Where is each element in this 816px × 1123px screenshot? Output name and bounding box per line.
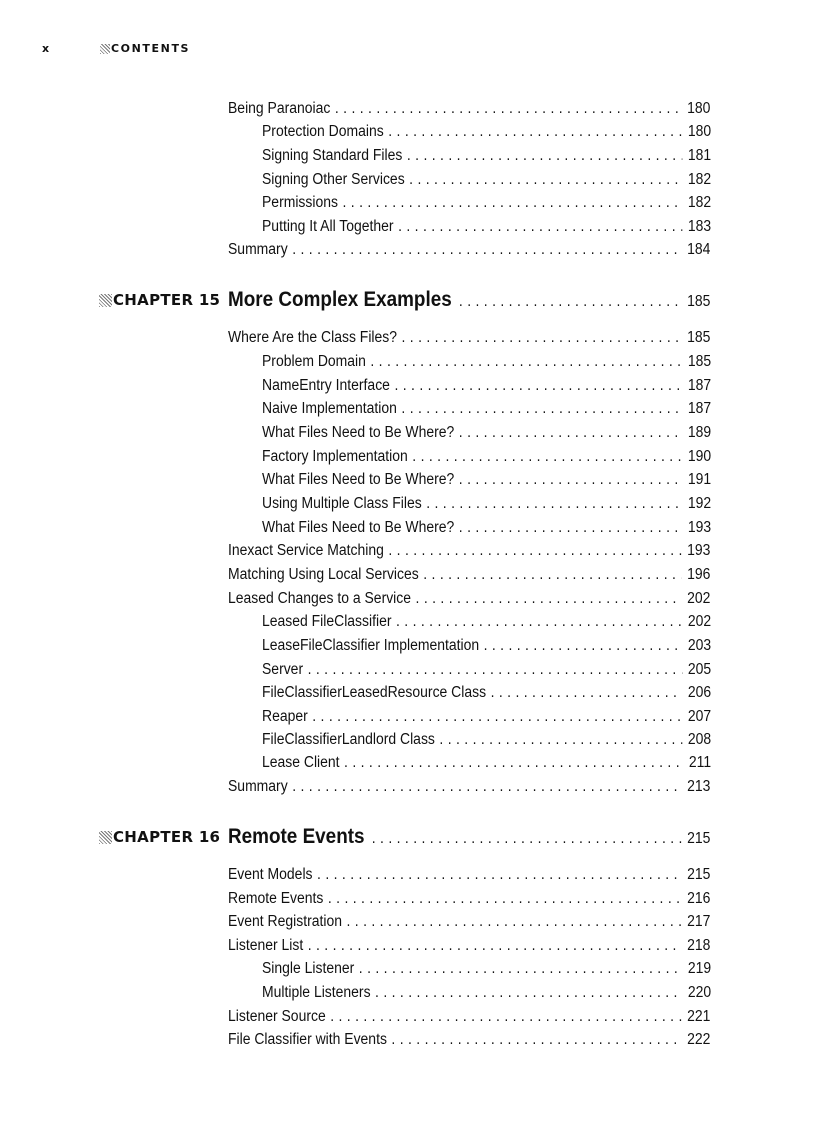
leader-dots <box>401 398 682 420</box>
toc-entry-page: 219 <box>687 960 712 977</box>
leader-dots <box>396 611 682 633</box>
leader-dots <box>372 826 682 852</box>
toc-entry[interactable] <box>262 493 711 515</box>
toc-entry-label: Event Registration <box>228 913 342 930</box>
toc-entry-page: 207 <box>687 708 712 725</box>
section-marker-icon <box>100 44 110 54</box>
toc-entry[interactable] <box>228 98 710 120</box>
leader-dots <box>398 216 682 238</box>
toc-entry[interactable] <box>228 1029 710 1051</box>
leader-dots <box>328 888 682 910</box>
toc-entry-page: 203 <box>687 637 712 654</box>
toc-entry[interactable] <box>262 706 711 728</box>
toc-entry[interactable] <box>262 216 711 238</box>
leader-dots <box>409 169 682 191</box>
leader-dots <box>388 540 681 562</box>
toc-entry-label: FileClassifierLandlord Class <box>262 731 435 748</box>
toc-entry[interactable] <box>262 729 711 751</box>
chapter-page: 185 <box>687 293 711 310</box>
leader-dots <box>459 289 682 315</box>
toc-entry-label: File Classifier with Events <box>228 1031 387 1048</box>
chapter-marker-icon <box>99 831 112 844</box>
leader-dots <box>308 935 682 957</box>
toc-entry-page: 180 <box>687 123 712 140</box>
toc-entry-label: Lease Client <box>262 754 340 771</box>
toc-entry-page: 192 <box>687 495 712 512</box>
leader-dots <box>459 469 683 491</box>
toc-entry-label: Single Listener <box>262 960 355 977</box>
toc-entry-label: Factory Implementation <box>262 448 408 465</box>
leader-dots <box>375 982 682 1004</box>
toc-entry-label: Summary <box>228 778 288 795</box>
toc-entry-page: 221 <box>687 1008 711 1025</box>
toc-entry-page: 191 <box>687 471 712 488</box>
leader-dots <box>484 635 683 657</box>
toc-entry-label: Signing Other Services <box>262 171 405 188</box>
toc-entry[interactable] <box>228 239 710 261</box>
toc-entry-page: 185 <box>687 353 712 370</box>
toc-entry[interactable] <box>228 588 710 610</box>
toc-entry[interactable] <box>228 776 710 798</box>
toc-entry-label: Naive Implementation <box>262 400 397 417</box>
toc-entry[interactable] <box>262 659 711 681</box>
leader-dots <box>292 776 682 798</box>
leader-dots <box>312 706 682 728</box>
toc-entry[interactable] <box>228 935 710 957</box>
toc-entry-page: 184 <box>687 241 711 258</box>
leader-dots <box>416 588 682 610</box>
leader-dots <box>407 145 683 167</box>
toc-entry[interactable] <box>262 398 711 420</box>
toc-entry-label: What Files Need to Be Where? <box>262 519 455 536</box>
chapter-number: CHAPTER 15 <box>113 291 221 309</box>
toc-entry-page: 218 <box>687 937 711 954</box>
toc-entry[interactable] <box>262 422 711 444</box>
toc-entry-label: Permissions <box>262 194 338 211</box>
toc-entry-page: 220 <box>687 984 712 1001</box>
toc-entry-label: Using Multiple Class Files <box>262 495 422 512</box>
leader-dots <box>459 517 683 539</box>
leader-dots <box>388 121 682 143</box>
chapter-title: More Complex Examples <box>228 288 452 311</box>
toc-entry[interactable] <box>262 169 711 191</box>
toc-entry-label: Remote Events <box>228 890 324 907</box>
leader-dots <box>370 351 682 373</box>
chapter-15-label <box>99 289 220 311</box>
toc-entry-label: Event Models <box>228 866 313 883</box>
toc-entry-page: 202 <box>687 590 711 607</box>
toc-entry-page: 217 <box>687 913 711 930</box>
leader-dots <box>491 682 683 704</box>
toc-entry[interactable] <box>262 517 711 539</box>
toc-entry-page: 183 <box>687 218 712 235</box>
toc-entry[interactable] <box>262 635 711 657</box>
toc-entry-label: LeaseFileClassifier Implementation <box>262 637 480 654</box>
toc-entry-label: Signing Standard Files <box>262 147 403 164</box>
leader-dots <box>459 422 683 444</box>
leader-dots <box>391 1029 681 1051</box>
chapter-16-label <box>99 826 220 848</box>
toc-entry-page: 208 <box>687 731 712 748</box>
leader-dots <box>330 1006 682 1028</box>
toc-entry-label: Matching Using Local Services <box>228 566 419 583</box>
leader-dots <box>308 659 683 681</box>
toc-entry-label: Multiple Listeners <box>262 984 371 1001</box>
page-number: x <box>42 42 51 55</box>
toc-entry[interactable] <box>228 911 710 933</box>
leader-dots <box>402 327 682 349</box>
leader-dots <box>439 729 682 751</box>
toc-entry[interactable] <box>228 1006 710 1028</box>
toc-entry-page: 193 <box>687 542 711 559</box>
toc-entry-label: Where Are the Class Files? <box>228 329 398 346</box>
leader-dots <box>292 239 682 261</box>
leader-dots <box>426 493 682 515</box>
toc-entry-label: Listener Source <box>228 1008 326 1025</box>
toc-entry[interactable] <box>262 351 711 373</box>
toc-entry[interactable] <box>262 446 711 468</box>
toc-entry[interactable] <box>228 540 710 562</box>
toc-entry-label: Summary <box>228 241 288 258</box>
toc-entry-page: 193 <box>687 519 712 536</box>
running-head-title: CONTENTS <box>111 42 191 55</box>
toc-entry[interactable] <box>262 145 711 167</box>
toc-entry-page: 215 <box>687 866 711 883</box>
toc-entry-label: Protection Domains <box>262 123 384 140</box>
toc-entry-page: 189 <box>687 424 712 441</box>
leader-dots <box>335 98 682 120</box>
chapter-16-heading[interactable] <box>228 824 710 850</box>
leader-dots <box>412 446 682 468</box>
chapter-marker-icon <box>99 294 112 307</box>
toc-entry-page: 190 <box>687 448 712 465</box>
running-head <box>42 42 342 58</box>
toc-entry-label: Being Paranoiac <box>228 100 331 117</box>
leader-dots <box>423 564 681 586</box>
toc-entry-label: Server <box>262 661 304 678</box>
leader-dots <box>317 864 682 886</box>
toc-entry-page: 211 <box>688 754 712 771</box>
toc-entry[interactable] <box>262 682 711 704</box>
toc-entry-label: Putting It All Together <box>262 218 394 235</box>
toc-entry[interactable] <box>262 982 711 1004</box>
toc-entry[interactable] <box>262 469 711 491</box>
toc-entry-page: 222 <box>687 1031 711 1048</box>
toc-entry[interactable] <box>262 192 711 214</box>
toc-entry-label: What Files Need to Be Where? <box>262 424 455 441</box>
toc-entry-label: Inexact Service Matching <box>228 542 384 559</box>
toc-entry-page: 180 <box>687 100 711 117</box>
leader-dots <box>342 192 682 214</box>
toc-entry[interactable] <box>262 121 711 143</box>
toc-entry-page: 216 <box>687 890 711 907</box>
toc-entry[interactable] <box>228 864 710 886</box>
toc-entry-label: FileClassifierLeasedResource Class <box>262 684 487 701</box>
toc-entry-label: NameEntry Interface <box>262 377 390 394</box>
toc-entry-page: 182 <box>687 171 712 188</box>
toc-entry-page: 213 <box>687 778 711 795</box>
toc-entry[interactable] <box>262 375 711 397</box>
toc-entry[interactable] <box>228 888 710 910</box>
toc-entry[interactable] <box>228 327 710 349</box>
leader-dots <box>344 752 683 774</box>
leader-dots <box>394 375 682 397</box>
toc-entry[interactable] <box>262 752 711 774</box>
toc-entry[interactable] <box>228 564 710 586</box>
chapter-15-heading[interactable] <box>228 287 710 313</box>
toc-entry[interactable] <box>262 958 711 980</box>
toc-entry-page: 187 <box>687 377 712 394</box>
toc-entry[interactable] <box>262 611 711 633</box>
chapter-title: Remote Events <box>228 825 365 848</box>
toc-entry-page: 206 <box>687 684 712 701</box>
chapter-number: CHAPTER 16 <box>113 828 221 846</box>
toc-entry-page: 181 <box>687 147 712 164</box>
toc-entry-label: Listener List <box>228 937 304 954</box>
toc-entry-label: Leased FileClassifier <box>262 613 392 630</box>
toc-entry-page: 187 <box>687 400 712 417</box>
toc-entry-page: 202 <box>687 613 712 630</box>
toc-entry-page: 185 <box>687 329 711 346</box>
toc-entry-label: Reaper <box>262 708 308 725</box>
toc-entry-label: Problem Domain <box>262 353 366 370</box>
toc-entry-page: 205 <box>687 661 712 678</box>
toc-entry-page: 182 <box>687 194 712 211</box>
leader-dots <box>346 911 681 933</box>
toc-entry-label: What Files Need to Be Where? <box>262 471 455 488</box>
leader-dots <box>359 958 683 980</box>
chapter-page: 215 <box>687 830 711 847</box>
toc-entry-page: 196 <box>687 566 711 583</box>
toc-entry-label: Leased Changes to a Service <box>228 590 412 607</box>
